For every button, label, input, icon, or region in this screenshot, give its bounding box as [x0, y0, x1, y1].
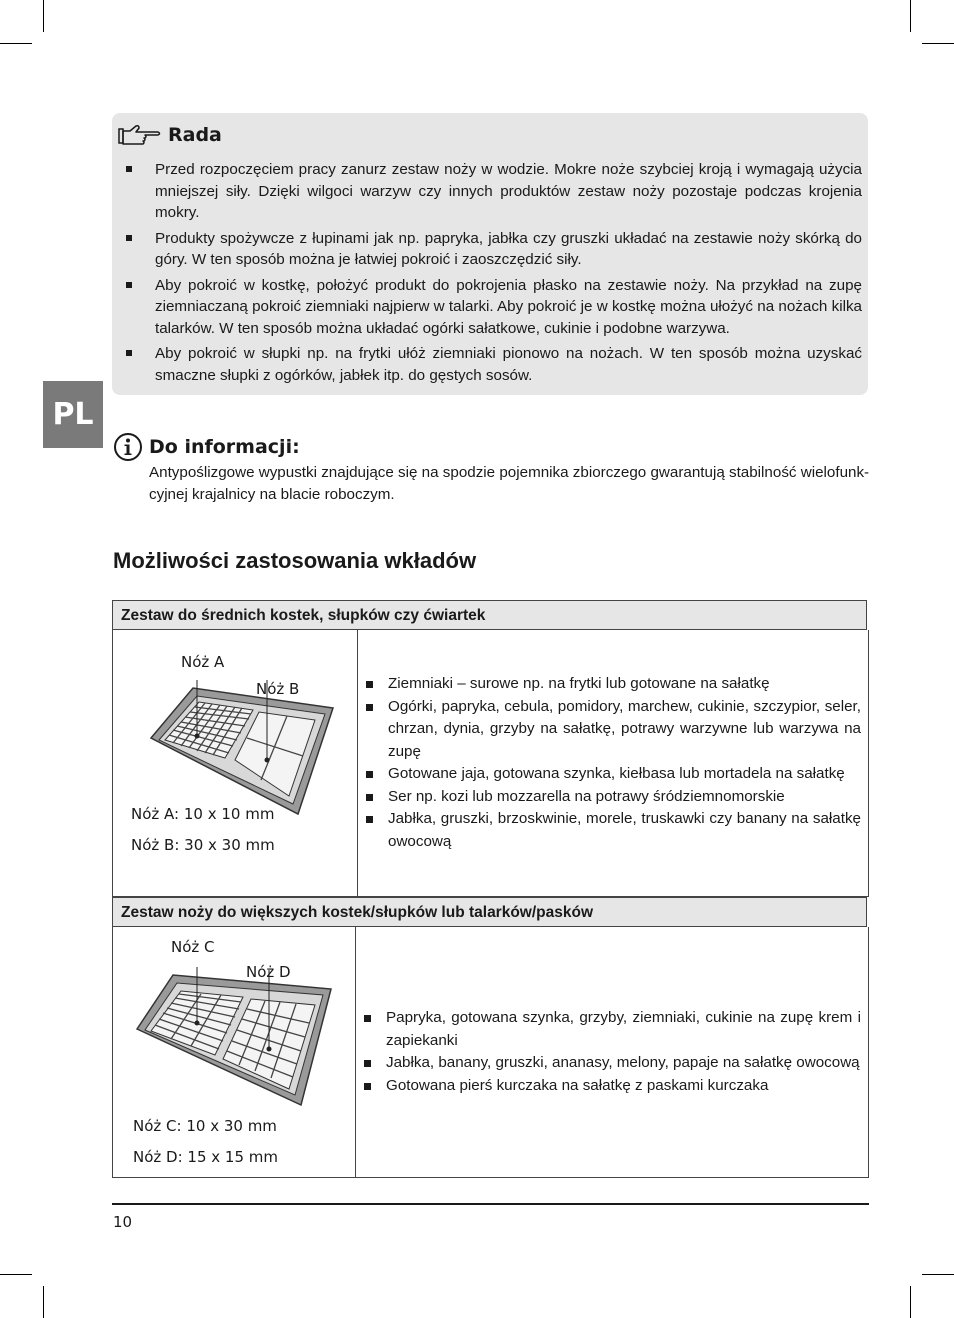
- list-item: Produkty spożywcze z łupinami jak np. papryka, jabłka czy gruszki układać na zestawie noży skórką do góry. W ten sposób można je łatwiej pokroić i zaoszczędzić siły.: [124, 228, 862, 271]
- bullet: [126, 235, 132, 241]
- crop-mark: [922, 1274, 954, 1275]
- bullet: [366, 704, 373, 711]
- bullet: [126, 350, 132, 356]
- table-header: Zestaw noży do większych kostek/słupków lub talarków/pasków: [112, 897, 867, 927]
- language-tab: PL: [43, 381, 103, 448]
- knife-a-size: Nóż A: 10 x 10 mm: [131, 805, 275, 823]
- bullet: [366, 771, 373, 778]
- section-title: Możliwości zastosowania wkładów: [113, 548, 477, 573]
- knife-c-label: Nóż C: [171, 938, 215, 956]
- crop-mark: [910, 1286, 911, 1318]
- uses-list: [356, 1007, 861, 1097]
- list-item: Aby pokroić w kostkę, położyć produkt do pokrojenia płasko na zestawie noży. Na przykład na zupę ziemniaczaną pokroić ziemniaki najpierw w talarki. Aby pokroić je w kostkę można ułożyć na nożach kilka talarków. W ten sposób można układać ogórki sałatkowe, cukinie i podobne warzywa.: [124, 275, 862, 340]
- list-item: Gotowane jaja, gotowana szynka, kiełbasa lub mortadela na sałatkę: [358, 763, 861, 786]
- info-title: Do informacji:: [149, 436, 300, 458]
- table-row: [112, 927, 869, 1178]
- footer-rule: [112, 1203, 869, 1205]
- crop-mark: [43, 1286, 44, 1318]
- knife-b-size: Nóż B: 30 x 30 mm: [131, 836, 275, 854]
- table-cell-uses: [356, 927, 868, 1177]
- bullet: [364, 1060, 371, 1067]
- knife-d-label: Nóż D: [246, 963, 291, 981]
- list-item: Ziemniaki – surowe np. na frytki lub gotowane na sałatkę: [358, 673, 861, 696]
- list-item: Gotowana pierś kurczaka na sałatkę z paskami kurczaka: [356, 1075, 861, 1098]
- bullet: [364, 1015, 371, 1022]
- page-number: 10: [113, 1213, 133, 1231]
- bullet: [126, 166, 132, 172]
- bullet: [364, 1083, 371, 1090]
- list-item: Przed rozpoczęciem pracy zanurz zestaw noży w wodzie. Mokre noże szybciej kroją i wymagają użycia mniejszej siły. Dzięki wilgoci warzyw czy innych produktów zestaw noży pozostaje podczas krojenia mokry.: [124, 159, 862, 224]
- crop-mark: [43, 0, 44, 32]
- info-text: Antypoślizgowe wypustki znajdujące się na spodzie pojemnika zbiorczego gwarantują stabilność wielofunk-cyjnej krajalnicy na blacie roboczym.: [149, 464, 870, 503]
- crop-mark: [0, 1274, 32, 1275]
- crop-mark: [922, 43, 954, 44]
- uses-list: [358, 673, 861, 853]
- knife-c-size: Nóż C: 10 x 30 mm: [133, 1117, 277, 1135]
- bullet: [366, 794, 373, 801]
- table-cell-image: [113, 927, 356, 1177]
- table-row: [112, 630, 869, 897]
- tip-title: Rada: [168, 124, 222, 146]
- list-item: Papryka, gotowana szynka, grzyby, ziemniaki, cukinie na zupę krem i zapiekanki: [356, 1007, 861, 1052]
- bullet: [366, 816, 373, 823]
- knife-insert-cd-illustration: [135, 967, 335, 1107]
- info-heading: [113, 432, 300, 462]
- table-header: Zestaw do średnich kostek, słupków czy ćwiartek: [112, 600, 867, 630]
- knife-b-label: Nóż B: [256, 680, 300, 698]
- bullet: [366, 681, 373, 688]
- knife-insert-ab-illustration: [143, 680, 343, 820]
- list-item: Jabłka, banany, gruszki, ananasy, melony, papaje na sałatkę owocową: [356, 1052, 861, 1075]
- tip-heading: [118, 124, 222, 146]
- knife-d-size: Nóż D: 15 x 15 mm: [133, 1148, 278, 1166]
- list-item: Ogórki, papryka, cebula, pomidory, marchew, cukinie, szczypior, seler, chrzan, dynia, grzyby na sałatkę, potrawy warzywne lub warzywa na zupę: [358, 696, 861, 764]
- table-cell-uses: [358, 630, 868, 896]
- list-item: Aby pokroić w słupki np. na frytki ułóż ziemniaki pionowo na nożach. W ten sposób można uzyskać smaczne słupki z ogórków, jabłek itp. do gęstych sosów.: [124, 343, 862, 386]
- list-item: Jabłka, gruszki, brzoskwinie, morele, truskawki czy banany na sałatkę owocową: [358, 808, 861, 853]
- bullet: [126, 282, 132, 288]
- list-item: Ser np. kozi lub mozzarella na potrawy śródziemnomorskie: [358, 786, 861, 809]
- crop-mark: [910, 0, 911, 32]
- table-cell-image: [113, 630, 358, 896]
- info-icon: [113, 432, 143, 462]
- pointing-hand-icon: [118, 124, 162, 146]
- knife-a-label: Nóż A: [181, 653, 225, 671]
- tip-list: [124, 159, 862, 390]
- crop-mark: [0, 43, 32, 44]
